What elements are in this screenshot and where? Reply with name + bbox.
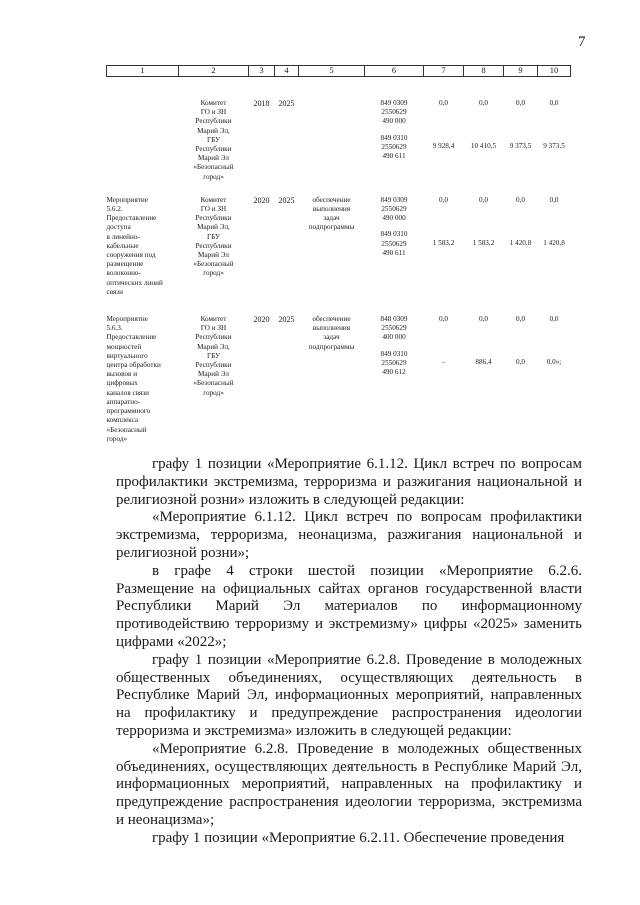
cell-line: 2550629 [381, 142, 407, 151]
column-header: 10 [538, 66, 571, 77]
column-header: 1 [107, 66, 179, 77]
cell-line: размещение [106, 260, 144, 269]
cell-line: 849 0310 [380, 349, 408, 358]
cell-amount [464, 77, 504, 188]
cell-line: «Безопасный [193, 379, 234, 388]
amount-value: 0,0 [549, 99, 559, 107]
cell-end-year: 2025 [278, 195, 295, 205]
cell-start-year: 2018 [253, 99, 270, 108]
cell-line: 848 0309 [380, 315, 408, 324]
cell-amount [464, 188, 504, 303]
cell-line: волоконно- [106, 269, 141, 278]
cell-line: виртуального [106, 351, 148, 360]
column-header: 2 [179, 66, 249, 77]
cell-line: каналов связи [106, 388, 150, 397]
column-header: 5 [299, 66, 365, 77]
cell-line: Марий Эл, [197, 126, 230, 135]
cell-amount [504, 188, 538, 303]
cell-result [299, 303, 365, 450]
column-header: 4 [275, 66, 299, 77]
cell-line: Предоставление [106, 214, 157, 223]
table-header-row [107, 66, 571, 77]
cell-line: Комитет [200, 99, 227, 107]
amount-value: 1 583,2 [432, 239, 455, 248]
amount-value: 0,0 [479, 195, 488, 204]
amount-value: 1 583,2 [472, 239, 495, 248]
cell-result [299, 77, 365, 188]
paragraph: графу 1 позиции «Мероприятие 6.2.8. Проведение в молодежных общественных объединениях, осуществляющих деятельность в Республике Марий Эл, информационных мероприятий, направленных на профилактику и предупреждение распространения идеологии терроризма и экстремизма» изложить в следующей редакции: [116, 651, 582, 739]
cell-line: «Безопасный [193, 163, 234, 172]
cell-line: город» [203, 172, 224, 181]
cell-budget-code [365, 188, 424, 303]
paragraph: «Мероприятие 6.2.8. Проведение в молодежных общественных объединениях, осуществляющих деятельность в Республике Марий Эл, информационных мероприятий, направленных на профилактику и предупреждение распространения идеологии терроризма, экстремизма и неонацизма»; [116, 740, 582, 828]
cell-amount [424, 188, 464, 303]
cell-line: Республики [195, 333, 232, 342]
paragraph: «Мероприятие 6.1.12. Цикл встреч по вопросам профилактики экстремизма, терроризма, неонацизма, разжигания национальной и религиозной розни»; [116, 509, 582, 561]
amount-value: 9 373,5 [509, 142, 532, 151]
cell-line: Республики [195, 241, 232, 250]
cell-budget-code [365, 303, 424, 450]
amount-value: 0,0»; [546, 358, 562, 367]
cell-executor [179, 188, 249, 303]
cell-line: ГО и ЗН [200, 108, 227, 117]
cell-line: 2550629 [381, 324, 407, 333]
cell-line: 490 000 [382, 214, 406, 223]
cell-line: Республики [195, 214, 232, 223]
cell-line: 490 611 [382, 152, 406, 161]
cell-line: Марий Эл [198, 154, 229, 163]
amount-value: 0,0 [439, 195, 448, 204]
cell-line: в линейно- [106, 232, 140, 241]
page-number: 7 [578, 34, 586, 50]
cell-line: 849 0310 [380, 230, 408, 239]
cell-line: оптических линий [106, 278, 163, 287]
cell-line: цифровых [106, 379, 138, 388]
cell-line: обеспечение [312, 195, 351, 204]
amount-value: 886,4 [475, 358, 492, 367]
cell-line: задач [323, 214, 340, 223]
amount-value: 0,0 [479, 99, 488, 107]
column-header: 3 [249, 66, 275, 77]
cell-line: программного [106, 407, 151, 416]
cell-line: мощностей [106, 342, 142, 351]
cell-line: выполнения [312, 205, 351, 214]
cell-end-year: 2025 [278, 99, 295, 108]
cell-line: ГБУ [206, 351, 221, 360]
paragraph: в графе 4 строки шестой позиции «Мероприятие 6.2.6. Размещение на официальных сайтах органов государственной власти Республики Марий Эл материалов по информационному противодействию терроризму и экстремизму» цифры «2025» заменить цифрами «2022»; [116, 562, 582, 650]
cell-line: 849 0309 [380, 99, 408, 107]
cell-line: 2550629 [381, 239, 407, 248]
column-header: 7 [424, 66, 464, 77]
cell-amount [504, 77, 538, 188]
cell-line: Марий Эл [198, 251, 229, 260]
cell-measure-name [107, 303, 179, 450]
cell-line: Мероприятие [106, 195, 148, 204]
cell-line: город» [106, 434, 128, 443]
cell-line: задач [323, 333, 340, 342]
cell-amount [424, 77, 464, 188]
cell-line: ГО и ЗН [200, 324, 227, 333]
cell-line: 849 0309 [380, 195, 408, 204]
cell-line: город» [203, 269, 224, 278]
cell-executor [179, 77, 249, 188]
cell-line: 5.6.3. [106, 324, 123, 333]
cell-line: подпрограммы [308, 342, 355, 351]
cell-line: Мероприятие [106, 315, 148, 324]
cell-line: Марий Эл, [197, 342, 230, 351]
cell-line: Республики [195, 145, 232, 154]
cell-line: ГО и ЗН [200, 205, 227, 214]
cell-executor [179, 303, 249, 450]
column-header: 6 [365, 66, 424, 77]
cell-start-year: 2020 [253, 315, 270, 325]
cell-measure-name [107, 188, 179, 303]
cell-line: комплекса [106, 416, 139, 425]
cell-line: сооружения под [106, 251, 156, 260]
amount-value: 0,0 [439, 99, 448, 107]
amount-value: 0,0 [516, 315, 525, 324]
document-body [116, 456, 582, 848]
paragraph: графу 1 позиции «Мероприятие 6.1.12. Цикл встреч по вопросам профилактики экстремизма, терроризма и разжигания национальной и религиозной розни» изложить в следующей редакции: [116, 456, 582, 508]
table-row [107, 77, 571, 188]
cell-measure-name [107, 77, 179, 188]
cell-line: ГБУ [206, 232, 221, 241]
cell-line: кабельные [106, 241, 139, 250]
program-table [106, 65, 570, 450]
cell-line: аппаратно- [106, 397, 141, 406]
cell-line: 400 000 [382, 333, 406, 342]
amount-value: 9 373,5 [543, 142, 565, 151]
cell-amount [424, 303, 464, 450]
cell-line: доступа [106, 223, 131, 232]
cell-budget-code [365, 77, 424, 188]
cell-line: ГБУ [206, 135, 221, 144]
amount-value: - [442, 358, 445, 367]
cell-line: 2550629 [381, 108, 407, 117]
cell-line: Предоставление [106, 333, 157, 342]
amount-value: 0,0 [479, 315, 488, 324]
cell-line: центра обработки [106, 361, 161, 370]
cell-amount [464, 303, 504, 450]
cell-line: связи [106, 287, 123, 296]
amount-value: 0,0 [549, 315, 559, 324]
amount-value: 1 420,8 [509, 239, 532, 248]
paragraph: графу 1 позиции «Мероприятие 6.2.11. Обеспечение проведения [152, 829, 565, 846]
cell-line: 849 0310 [380, 133, 408, 142]
cell-line: выполнения [312, 324, 351, 333]
cell-amount [538, 303, 571, 450]
cell-line: 2550629 [381, 205, 407, 214]
column-header: 8 [464, 66, 504, 77]
cell-line: подпрограммы [308, 223, 355, 232]
column-header: 9 [504, 66, 538, 77]
cell-line: Республики [195, 117, 232, 126]
cell-line: 490 611 [382, 248, 406, 257]
amount-value: 0,0 [516, 358, 525, 367]
cell-line: Марий Эл, [197, 223, 230, 232]
cell-line: Республики [195, 361, 232, 370]
table-row [107, 188, 571, 303]
cell-line: Марий Эл [198, 370, 229, 379]
cell-line: обеспечение [312, 315, 351, 324]
table-row [107, 303, 571, 450]
amount-value: 9 928,4 [432, 142, 455, 151]
amount-value: 0,0 [516, 195, 525, 204]
cell-line: 5.6.2. [106, 205, 123, 214]
cell-line: 490 000 [382, 117, 406, 126]
amount-value: 0,0 [516, 99, 525, 107]
cell-line: город» [203, 388, 224, 397]
cell-result [299, 188, 365, 303]
cell-amount [504, 303, 538, 450]
cell-line: «Безопасный [193, 260, 234, 269]
cell-line: «Безопасный [106, 425, 147, 434]
cell-line: Комитет [200, 195, 227, 204]
amount-value: 0,0 [549, 195, 559, 204]
amount-value: 1 420,8 [543, 239, 565, 248]
cell-line: 2550629 [381, 358, 407, 367]
cell-start-year: 2020 [253, 195, 270, 205]
cell-end-year: 2025 [278, 315, 295, 325]
cell-line: 490 612 [382, 368, 406, 377]
amount-value: 10 410,5 [470, 142, 497, 151]
cell-amount [538, 77, 571, 188]
cell-amount [538, 188, 571, 303]
cell-line: Комитет [200, 315, 227, 324]
amount-value: 0,0 [439, 315, 448, 324]
cell-line: вызовов и [106, 370, 138, 379]
